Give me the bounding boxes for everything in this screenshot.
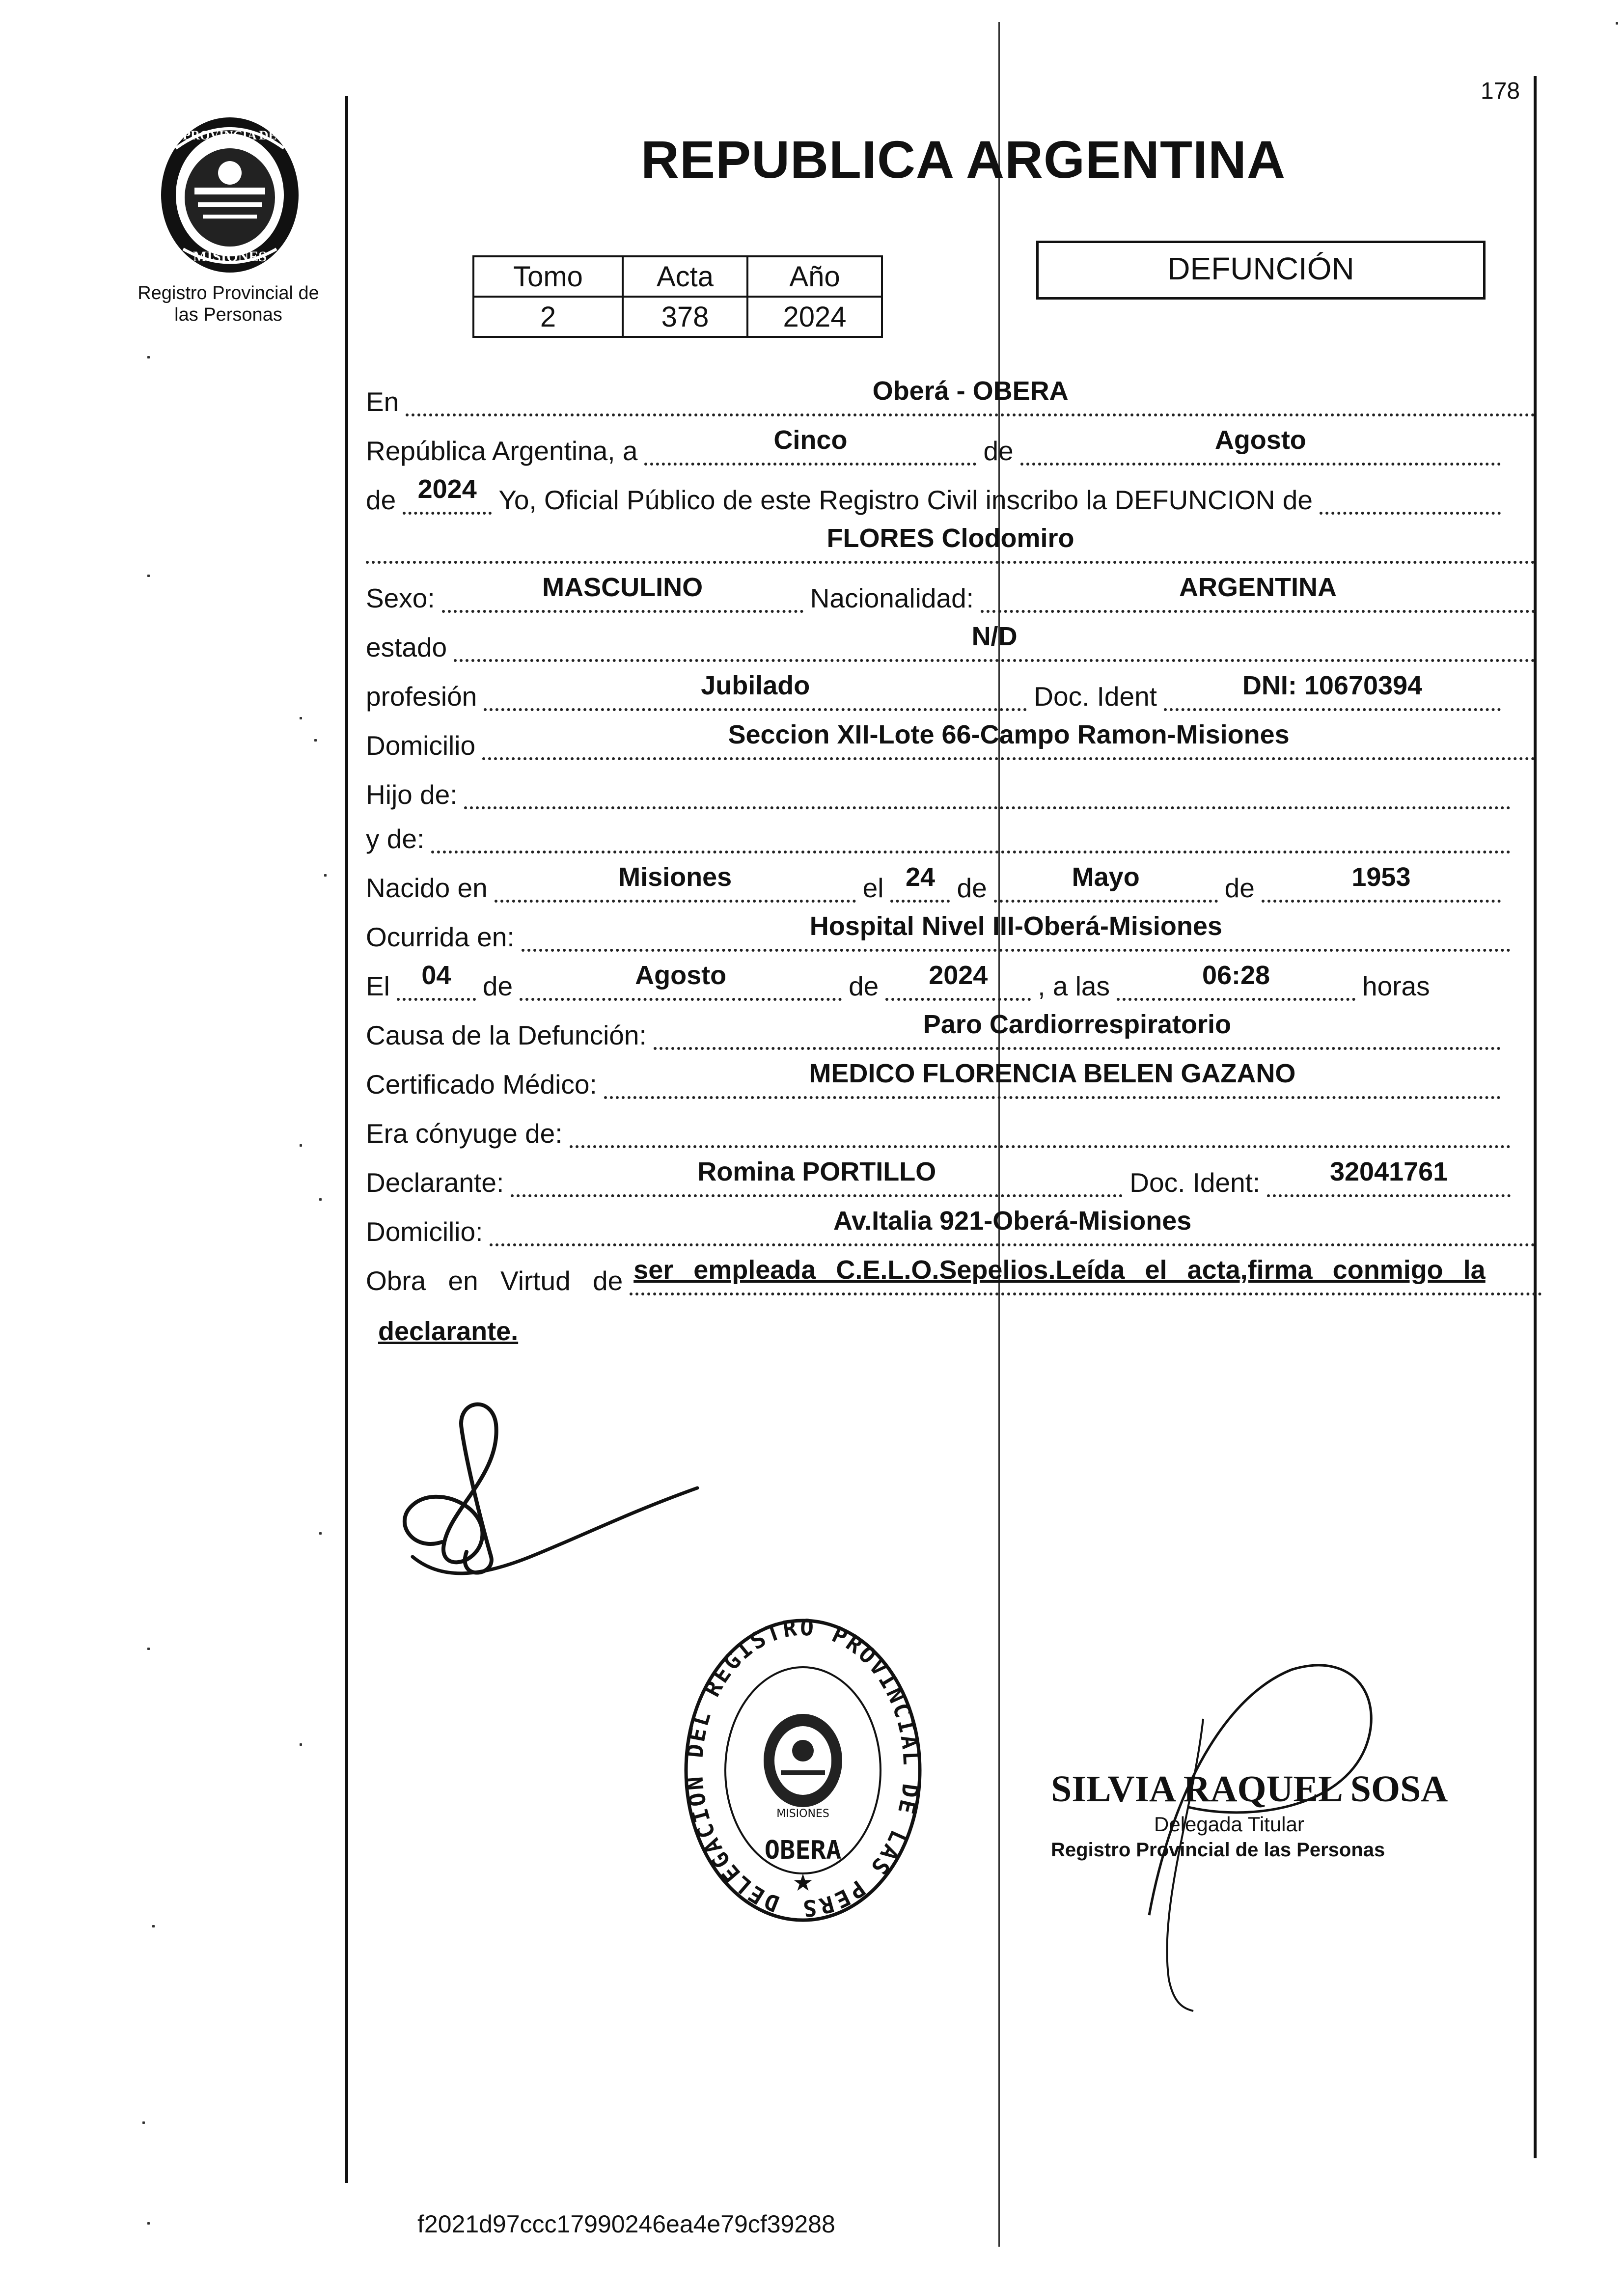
value-certificado: MEDICO FLORENCIA BELEN GAZANO (809, 1059, 1296, 1088)
document-title: REPUBLICA ARGENTINA (641, 130, 1286, 189)
label-de-mes-nac: de (957, 873, 987, 903)
value-estado: N/D (971, 622, 1018, 651)
label-conyuge: Era cónyuge de: (366, 1118, 563, 1149)
record-reference-header-row (473, 256, 882, 297)
row-nombre (366, 523, 1542, 564)
value-lugar-nacimiento: Misiones (618, 862, 732, 892)
row-obra (366, 1255, 1542, 1296)
label-de-anio-def: de (849, 971, 879, 1001)
field-anio-acta (403, 474, 492, 515)
row-domicilio-declarante (366, 1206, 1542, 1247)
value-acta: 378 (623, 297, 747, 337)
value-domicilio-declarante: Av.Italia 921-Oberá-Misiones (833, 1206, 1192, 1236)
field-mes-acta (1020, 425, 1501, 466)
label-obra: Obra en Virtud de (366, 1266, 623, 1296)
row-domicilio (366, 720, 1542, 761)
row-ocurrida (366, 911, 1517, 952)
row-anio-acta (366, 474, 1508, 515)
seal-bottom-text: OBERA (764, 1836, 842, 1865)
label-y-de: y de: (366, 824, 425, 854)
provincial-logo (156, 114, 303, 276)
row-nacido (366, 862, 1508, 903)
row-fecha-defuncion (366, 961, 1542, 1001)
seal-center-label: MISIONES (776, 1808, 829, 1820)
row-conyuge (366, 1115, 1517, 1148)
logo-caption (125, 282, 331, 326)
label-ocurrida-en: Ocurrida en: (366, 922, 515, 952)
label-oficial-publico: Yo, Oficial Público de este Registro Civil inscribo la DEFUNCION de (498, 485, 1313, 515)
label-de: de (983, 436, 1014, 466)
label-domicilio-declarante: Domicilio: (366, 1216, 483, 1247)
label-horas: horas (1362, 971, 1430, 1001)
label-de-anio: de (366, 485, 396, 515)
value-en: Oberá - OBERA (872, 376, 1069, 406)
field-causa (654, 1010, 1501, 1050)
field-hijo-de (464, 776, 1511, 809)
seal-emblem-icon (764, 1714, 842, 1807)
field-lugar-nacimiento (495, 862, 856, 903)
label-causa: Causa de la Defunción: (366, 1020, 647, 1050)
label-en: En (366, 386, 399, 417)
scan-speck (147, 1648, 150, 1650)
field-dia-nacimiento (890, 862, 950, 903)
field-certificado (604, 1059, 1501, 1099)
label-el: el (862, 873, 884, 903)
field-trailing-dots (1320, 481, 1501, 515)
scan-speck (147, 2222, 150, 2225)
row-certificado (366, 1059, 1508, 1100)
record-reference-value-row (473, 297, 882, 337)
value-mes-nacimiento: Mayo (1072, 862, 1140, 892)
value-mes-acta: Agosto (1214, 425, 1306, 455)
misiones-shield-icon (156, 114, 303, 276)
official-office: Registro Provincial de las Personas (1051, 1839, 1385, 1861)
logo-top-text: PROVINCIA DE (183, 128, 277, 142)
value-nacionalidad: ARGENTINA (1179, 573, 1337, 602)
value-hora-defuncion: 06:28 (1202, 961, 1270, 990)
row-estado (366, 622, 1542, 662)
value-anio: 2024 (747, 297, 882, 337)
scan-speck (147, 356, 150, 358)
official-name: SILVIA RAQUEL SOSA (1051, 1768, 1448, 1810)
value-obra-line2: declarante. (378, 1317, 519, 1346)
logo-caption-line1: Registro Provincial de (138, 283, 319, 303)
scan-speck (300, 1144, 302, 1147)
field-dia-defuncion (397, 961, 476, 1001)
official-signature-block (1051, 1768, 1448, 1861)
label-declarante-doc: Doc. Ident: (1129, 1167, 1261, 1198)
field-domicilio-declarante (490, 1206, 1535, 1246)
scan-speck (1616, 22, 1618, 25)
page-number: 178 (1481, 78, 1520, 104)
field-anio-nacimiento (1262, 862, 1501, 903)
field-ocurrida-en (522, 911, 1511, 952)
field-nacionalidad (981, 573, 1535, 613)
field-declarante-doc (1267, 1157, 1511, 1197)
value-obra-line1: ser empleada C.E.L.O.Sepelios.Leída el acta,firma conmigo la (633, 1255, 1486, 1285)
value-sexo: MASCULINO (542, 573, 703, 602)
label-domicilio: Domicilio (366, 730, 476, 761)
value-tomo: 2 (473, 297, 623, 337)
obra-continuation (378, 1316, 518, 1347)
field-en (406, 376, 1535, 416)
label-republica: República Argentina, a (366, 436, 638, 466)
row-declarante (366, 1157, 1517, 1198)
row-hijo-de (366, 776, 1517, 809)
value-anio-acta: 2024 (417, 474, 477, 504)
label-nacionalidad: Nacionalidad: (810, 583, 974, 613)
value-causa: Paro Cardiorrespiratorio (923, 1010, 1231, 1039)
left-margin-line (345, 96, 348, 2183)
value-dia-defuncion: 04 (421, 961, 451, 990)
scan-speck (142, 2121, 145, 2124)
seal-ring-text: DELEGACION DEL REGISTRO PROVINCIAL DE LAS PERS (681, 1614, 925, 1922)
value-doc-ident: DNI: 10670394 (1242, 671, 1423, 700)
header-acta: Acta (623, 256, 747, 297)
label-profesion: profesión (366, 681, 477, 712)
scan-speck (324, 874, 327, 877)
value-dia-acta: Cinco (773, 425, 848, 455)
label-certificado: Certificado Médico: (366, 1069, 597, 1100)
label-de-mes-def: de (482, 971, 513, 1001)
field-domicilio (482, 720, 1535, 760)
field-y-de (431, 820, 1511, 853)
value-declarante-doc: 32041761 (1329, 1157, 1448, 1186)
scan-speck (147, 575, 150, 577)
field-anio-defuncion (885, 961, 1031, 1001)
value-nombre: FLORES Clodomiro (826, 523, 1074, 553)
scan-speck (319, 1532, 322, 1535)
label-estado: estado (366, 632, 447, 662)
field-nombre (366, 523, 1535, 564)
field-sexo (442, 573, 803, 613)
label-sexo: Sexo: (366, 583, 435, 613)
label-de-anio-nac: de (1224, 873, 1255, 903)
value-profesion: Jubilado (701, 671, 810, 700)
official-role: Delegada Titular (1154, 1813, 1304, 1836)
field-mes-defuncion (520, 961, 842, 1001)
field-declarante (511, 1157, 1123, 1197)
logo-bottom-text: MISIONES (193, 248, 267, 265)
declarant-signature (383, 1395, 717, 1621)
value-declarante: Romina PORTILLO (697, 1157, 936, 1186)
seal-star-icon: ★ (792, 1870, 814, 1896)
scan-speck (300, 717, 302, 719)
scan-speck (319, 1198, 322, 1201)
row-sexo (366, 573, 1542, 613)
field-obra (630, 1255, 1542, 1295)
header-anio: Año (747, 256, 882, 297)
value-anio-nacimiento: 1953 (1351, 862, 1411, 892)
row-profesion (366, 671, 1508, 712)
header-tomo: Tomo (473, 256, 623, 297)
label-el-defuncion: El (366, 971, 390, 1001)
label-doc-ident: Doc. Ident (1034, 681, 1157, 712)
field-hora-defuncion (1117, 961, 1355, 1001)
row-en (366, 376, 1542, 417)
value-dia-nacimiento: 24 (905, 862, 936, 892)
value-mes-defuncion: Agosto (635, 961, 727, 990)
field-doc-ident (1164, 671, 1501, 711)
field-estado (454, 622, 1535, 662)
document-hash: f2021d97ccc17990246ea4e79cf39288 (417, 2210, 835, 2238)
scan-speck (314, 739, 317, 742)
act-type-box: DEFUNCIÓN (1036, 241, 1486, 300)
row-fecha-acta (366, 425, 1508, 466)
row-causa (366, 1010, 1508, 1050)
record-reference-table (472, 255, 883, 338)
value-domicilio: Seccion XII-Lote 66-Campo Ramon-Misiones (728, 720, 1290, 749)
field-profesion (484, 671, 1027, 711)
scan-speck (300, 1743, 302, 1746)
field-dia-acta (644, 425, 976, 466)
field-mes-nacimiento (994, 862, 1218, 903)
row-y-de (366, 820, 1517, 853)
label-a-las: , a las (1038, 971, 1110, 1001)
label-declarante: Declarante: (366, 1167, 504, 1198)
delegation-seal (680, 1613, 926, 1927)
value-ocurrida-en: Hospital Nivel III-Oberá-Misiones (809, 911, 1222, 941)
value-anio-defuncion: 2024 (929, 961, 988, 990)
field-conyuge (570, 1115, 1511, 1148)
label-hijo-de: Hijo de: (366, 779, 458, 810)
label-nacido-en: Nacido en (366, 873, 488, 903)
logo-caption-line2: las Personas (174, 304, 282, 325)
scan-speck (152, 1925, 155, 1927)
